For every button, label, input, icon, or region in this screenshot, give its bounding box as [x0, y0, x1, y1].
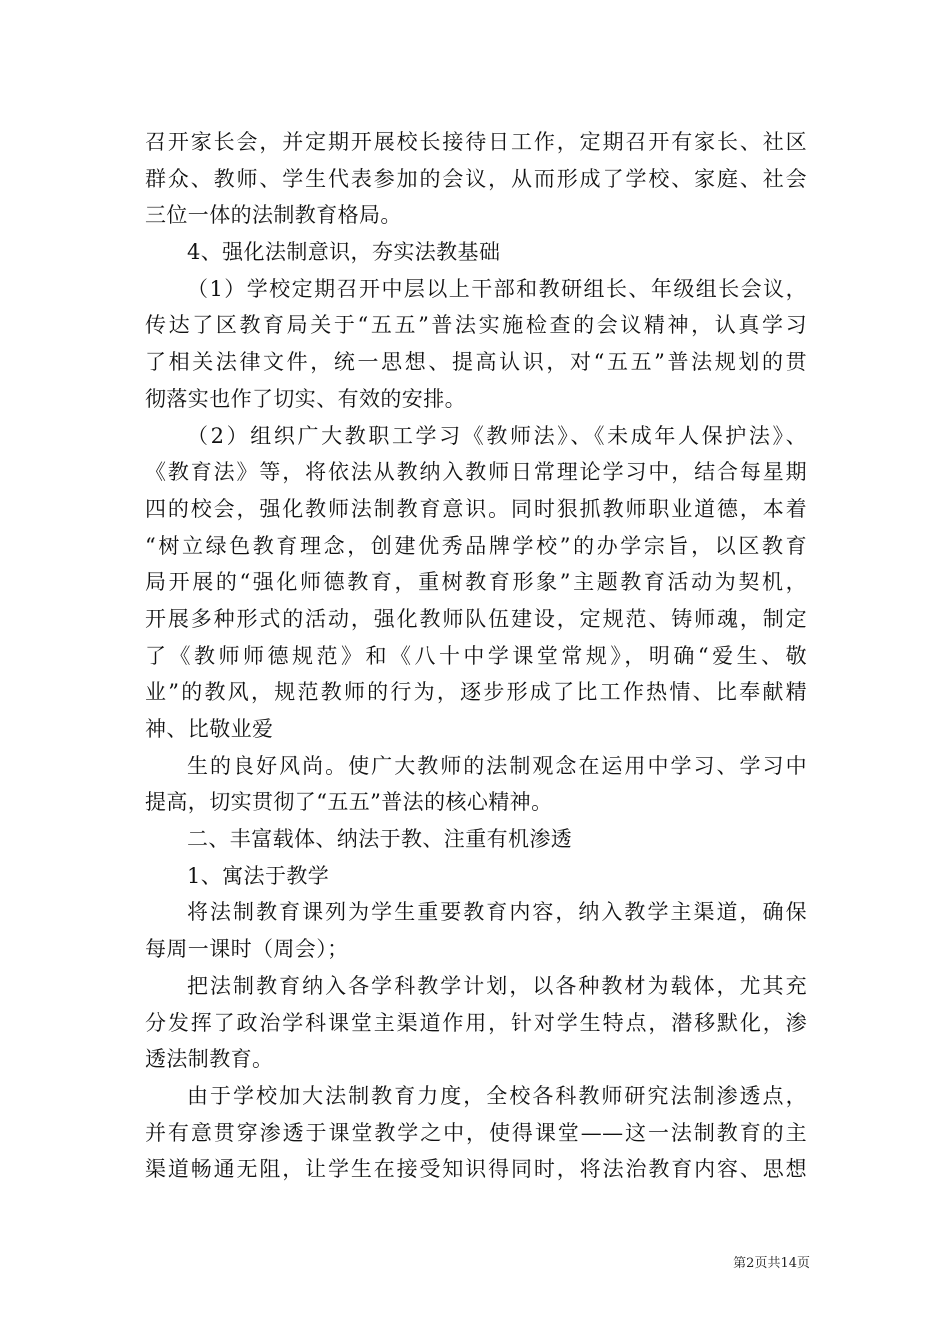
text-line: 群众、教师、学生代表参加的会议，从而形成了学校、家庭、社会 — [145, 166, 807, 191]
document-body — [145, 124, 807, 1188]
text-line: 局开展的“强化师德教育，重树教育形象”主题教育活动为契机， — [145, 570, 807, 595]
text-line: 了《教师师德规范》和《八十中学课堂常规》，明确“爱生、敬 — [145, 643, 807, 668]
text-line: 透法制教育。 — [145, 1047, 274, 1072]
text-line: 召开家长会，并定期开展校长接待日工作，定期召开有家长、社区 — [145, 130, 807, 154]
subsection-heading: 1、寓法于教学 — [187, 863, 330, 888]
text-line: 把法制教育纳入各学科教学计划，以各种教材为载体，尤其充 — [187, 973, 807, 998]
section-heading: 二、丰富载体、纳法于教、注重有机渗透 — [187, 827, 573, 852]
text-line: “树立绿色教育理念，创建优秀品牌学校”的办学宗旨，以区教育 — [145, 533, 807, 558]
text-line: 每周一课时（周会）； — [145, 937, 349, 962]
text-line: 了相关法律文件，统一思想、提高认识，对“五五”普法规划的贯 — [145, 350, 807, 375]
text-line: （2）组织广大教职工学习《教师法》、《未成年人保护法》、 — [187, 423, 807, 448]
text-line: 由于学校加大法制教育力度，全校各科教师研究法制渗透点， — [187, 1083, 807, 1108]
text-line: 业”的教风，规范教师的行为，逐步形成了比工作热情、比奉献精 — [145, 680, 807, 705]
text-line: 将法制教育课列为学生重要教育内容，纳入教学主渠道，确保 — [187, 900, 807, 925]
text-line: 四的校会，强化教师法制教育意识。同时狠抓教师职业道德，本着 — [145, 496, 807, 521]
text-line: 《教育法》等，将依法从教纳入教师日常理论学习中，结合每星期 — [145, 460, 807, 485]
text-line: 三位一体的法制教育格局。 — [145, 203, 402, 228]
text-line: 开展多种形式的活动，强化教师队伍建设，定规范、铸师魂，制定 — [145, 606, 807, 631]
text-line: 彻落实也作了切实、有效的安排。 — [145, 386, 466, 411]
text-line: 神、比敬业爱 — [145, 717, 274, 741]
section-heading: 4、强化法制意识，夯实法教基础 — [187, 240, 501, 265]
text-line: （1）学校定期召开中层以上干部和教研组长、年级组长会议， — [187, 276, 807, 301]
text-line: 渠道畅通无阻，让学生在接受知识得同时，将法治教育内容、思想 — [145, 1157, 807, 1182]
text-line: 分发挥了政治学科课堂主渠道作用，针对学生特点，潜移默化，渗 — [145, 1010, 807, 1035]
text-line: 生的良好风尚。使广大教师的法制观念在运用中学习、学习中 — [187, 753, 807, 778]
text-line: 传达了区教育局关于“五五”普法实施检查的会议精神，认真学习 — [145, 313, 807, 338]
page-number: 第2页共14页 — [733, 1256, 810, 1271]
text-line: 并有意贯穿渗透于课堂教学之中，使得课堂——这一法制教育的主 — [145, 1120, 807, 1145]
text-line: 提高，切实贯彻了“五五”普法的核心精神。 — [145, 790, 553, 815]
